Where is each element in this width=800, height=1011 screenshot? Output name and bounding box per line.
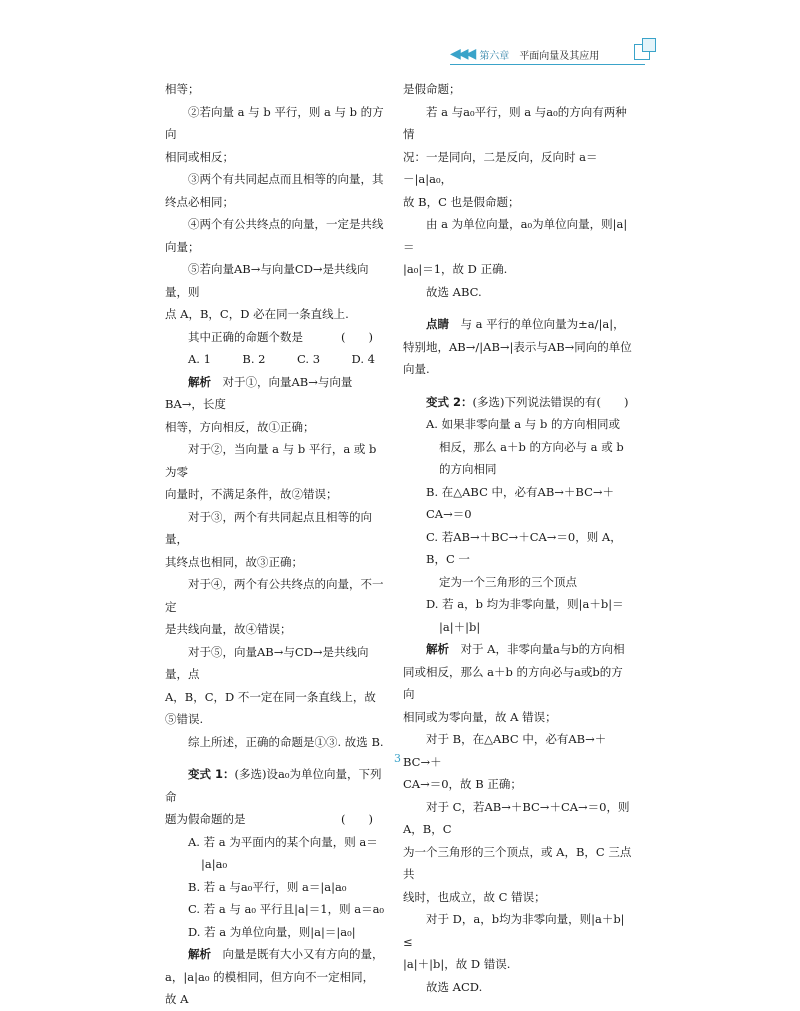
- variant-1-option-c: C. 若 a 与 a₀ 平行且|a|＝1，则 a＝a₀: [188, 902, 385, 916]
- analysis-text: 对于①，向量AB→与向量BA→，长度: [165, 374, 353, 411]
- text-line: A，B，C，D 不一定在同一条直线上，故⑤错误.: [165, 689, 376, 726]
- variant-2-option-a: A. 如果非零向量 a 与 b 的方向相同或: [426, 417, 620, 431]
- text-line: 题为假命题的是: [165, 812, 246, 826]
- chapter-label: 第六章: [479, 50, 510, 62]
- conclusion-line: 综上所述，正确的命题是①③. 故选 B.: [188, 734, 384, 749]
- text-line: 对于③，两个有共同起点且相等的向量，: [165, 509, 372, 546]
- variant-2-text: (多选)下列说法错误的有( ): [472, 394, 629, 409]
- choice-options: [165, 348, 385, 371]
- chapter-title: 平面向量及其应用: [519, 50, 600, 62]
- proposition-3: ③两个有共同起点而且相等的向量，其: [188, 172, 384, 186]
- text-line: 相同或相反；: [165, 149, 234, 164]
- text-line: 其终点也相同，故③正确；: [165, 554, 303, 569]
- variant-2-option-c: C. 若AB→＋BC→＋CA→＝0，则 A，B，C 一: [426, 529, 622, 566]
- text-line: 线时，也成立，故 C 错误；: [403, 889, 546, 904]
- text-line: 向量时，不满足条件，故②错误；: [165, 487, 338, 501]
- option-c: C. 3: [297, 352, 321, 366]
- variant-1-question: [165, 808, 385, 831]
- text-line: 故 B，C 也是假命题；: [403, 194, 520, 209]
- analysis-line: [165, 943, 385, 966]
- analysis-text: 对于 A，非零向量a与b的方向相: [460, 642, 625, 656]
- note-text: 与 a 平行的单位向量为±a/|a|，: [460, 317, 625, 331]
- variant-2-label: 变式 2：: [426, 394, 473, 409]
- variant-1-option-d: D. 若 a 为单位向量，则|a|＝|a₀|: [188, 924, 356, 939]
- variant-2-option-d: D. 若 a，b 均为非零向量，则|a＋b|＝: [426, 597, 624, 611]
- running-header: [450, 44, 650, 64]
- text-line: 特别地，AB→/|AB→|表示与AB→同向的单位向量.: [403, 339, 632, 376]
- text-line: 的方向相同: [439, 462, 497, 476]
- triple-arrow-icon: ◀◀◀: [450, 46, 474, 62]
- text-line: 由 a 为单位向量，a₀为单位向量，则|a|＝: [403, 217, 628, 254]
- conclusion-line: 故选 ACD.: [426, 979, 483, 994]
- variant-1-option-a: A. 若 a 为平面内的某个向量，则 a＝: [188, 834, 378, 849]
- text-line: 对于 B，在△ABC 中，必有AB→＋BC→＋: [403, 732, 607, 769]
- text-line: |a|＋|b|: [439, 619, 481, 634]
- analysis-line: [165, 371, 385, 416]
- text-line: 为一个三角形的三个顶点，或 A，B，C 三点共: [403, 844, 632, 881]
- text-line: 相同或为零向量，故 A 错误；: [403, 709, 557, 724]
- question-line: [165, 326, 385, 349]
- text-line: |a|a₀: [201, 857, 228, 871]
- analysis-line: [403, 638, 633, 661]
- analysis-label: 解析: [188, 947, 211, 961]
- text-line: 况：一是同向，二是反向，反向时 a＝－|a|a₀，: [403, 149, 598, 186]
- text-line: a，|a|a₀ 的模相同，但方向不一定相同，故 A: [165, 969, 375, 1006]
- left-column: [165, 78, 385, 1011]
- text-line: 故选 ABC.: [426, 284, 482, 299]
- variant-1-option-b: B. 若 a 与a₀平行，则 a＝|a|a₀: [188, 879, 347, 894]
- analysis-label: 解析: [188, 374, 211, 389]
- variant-2-line: [403, 391, 633, 414]
- text-line: 对于④，两个有公共终点的向量，不一定: [165, 577, 384, 614]
- variant-1-label: 变式 1：: [188, 767, 235, 781]
- note-label: 点睛: [426, 317, 449, 331]
- header-rule: [450, 64, 645, 65]
- text-line: 对于 C，若AB→＋BC→＋CA→＝0，则 A，B，C: [403, 799, 630, 836]
- text-line: |a₀|＝1，故 D 正确.: [403, 262, 508, 276]
- question-text: 其中正确的命题个数是: [188, 329, 303, 344]
- text-line: 相等；: [165, 82, 200, 96]
- analysis-text: 向量是既有大小又有方向的量，: [222, 947, 384, 961]
- text-line: 定为一个三角形的三个顶点: [439, 574, 577, 589]
- text-line: 同或相反，那么 a＋b 的方向必与a或b的方向: [403, 664, 623, 701]
- proposition-4: ④两个有公共终点的向量，一定是共线: [188, 217, 384, 231]
- text-line: 对于⑤，向量AB→与CD→是共线向量，点: [165, 644, 369, 681]
- analysis-label: 解析: [426, 642, 449, 656]
- text-line: 终点必相同；: [165, 194, 234, 209]
- answer-bracket: ( ): [341, 812, 373, 826]
- text-line: 是假命题；: [403, 82, 461, 96]
- option-d: D. 4: [351, 352, 375, 366]
- option-b: B. 2: [242, 352, 266, 366]
- text-line: 是共线向量，故④错误；: [165, 622, 292, 636]
- square-ornament-icon: [634, 38, 660, 64]
- text-line: CA→＝0，故 B 正确；: [403, 777, 522, 791]
- variant-2-option-b: B. 在△ABC 中，必有AB→＋BC→＋CA→＝0: [426, 484, 615, 521]
- variant-1-line: [165, 763, 385, 808]
- text-line: 相反，那么 a＋b 的方向必与 a 或 b: [439, 439, 624, 454]
- right-column: [403, 78, 633, 998]
- proposition-5: ⑤若向量AB→与向量CD→是共线向量，则: [165, 262, 369, 299]
- text-line: 对于②，当向量 a 与 b 平行，a 或 b 为零: [165, 442, 377, 479]
- note-line: [403, 313, 633, 336]
- text-line: 对于 D，a，b均为非零向量，则|a＋b|≤: [403, 912, 625, 949]
- proposition-2: ②若向量 a 与 b 平行，则 a 与 b 的方向: [165, 104, 384, 141]
- text-line: 点 A，B，C，D 必在同一条直线上.: [165, 307, 349, 321]
- text-line: 向量；: [165, 239, 200, 254]
- variant-1-text: (多选)设a₀为单位向量，下列命: [165, 767, 382, 804]
- answer-bracket: ( ): [341, 329, 373, 344]
- text-line: |a|＋|b|，故 D 错误.: [403, 957, 511, 971]
- text-line: 相等，方向相反，故①正确；: [165, 419, 315, 434]
- text-line: 若 a 与a₀平行，则 a 与a₀的方向有两种情: [403, 104, 627, 141]
- option-a: A. 1: [188, 352, 211, 366]
- page-number: 3: [394, 752, 401, 765]
